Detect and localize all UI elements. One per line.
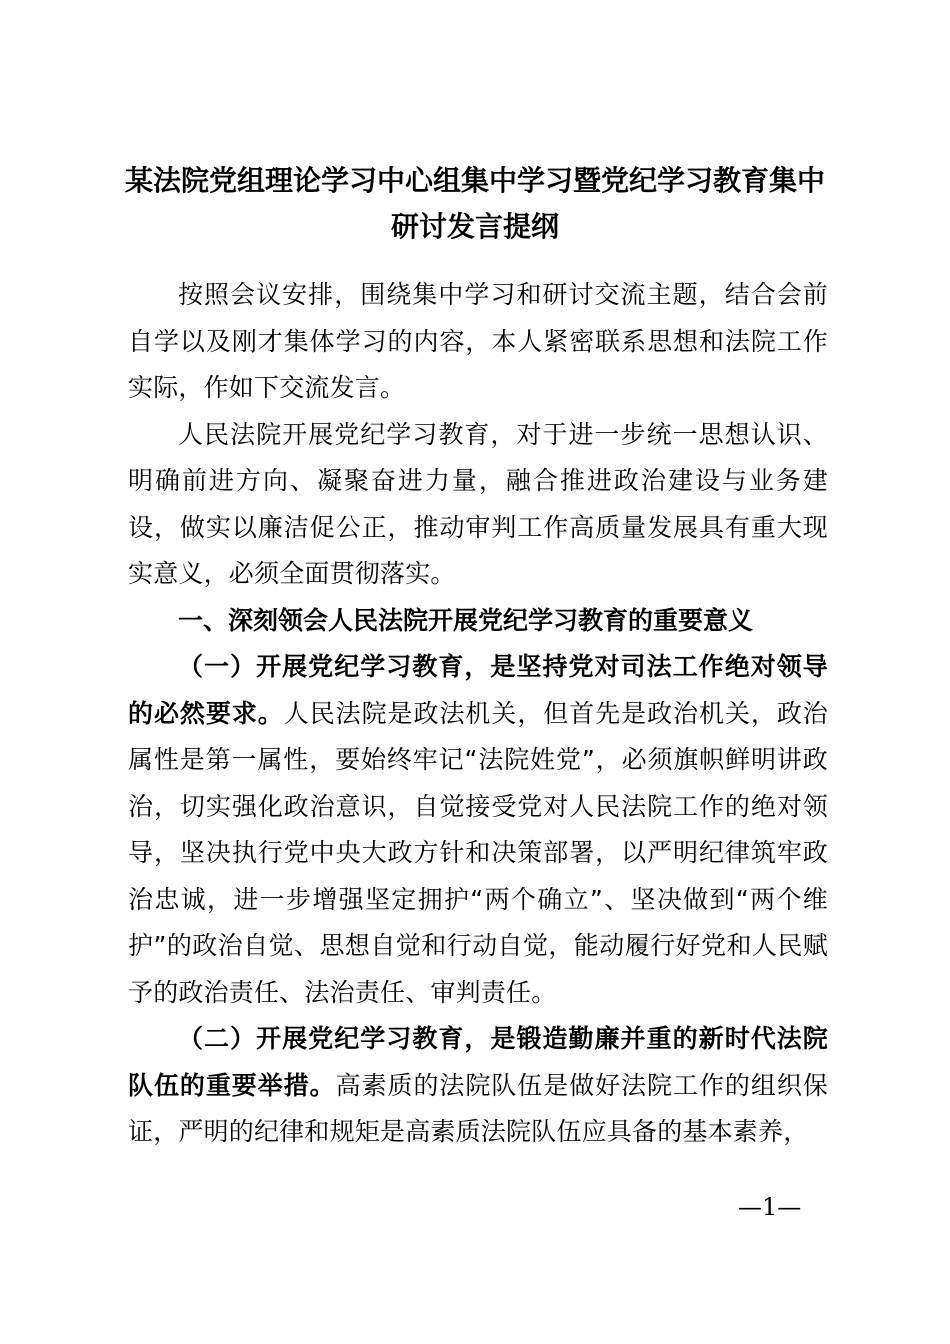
item-2-paragraph: [128, 1016, 828, 1156]
item-1-lead: （一）开展党纪学习教育，是坚持党对司法工作绝对领导的必然要求。: [128, 652, 828, 728]
document-body: [128, 272, 828, 1156]
item-1-text: 人民法院是政法机关，但首先是政治机关，政治属性是第一属性，要始终牢记“法院姓党”，必须旗帜鲜明讲政治，切实强化政治意识，自觉接受党对人民法院工作的绝对领导，坚决执行党中央大政方针和决策部署，以严明纪律筑牢政治忠诚，进一步增强坚定拥护“两个确立”、坚决做到“两个维护”的政治自觉、思想自觉和行动自觉，能动履行好党和人民赋予的政治责任、法治责任、审判责任。: [128, 698, 829, 1007]
intro-paragraph: 按照会议安排，围绕集中学习和研讨交流主题，结合会前自学以及刚才集体学习的内容，本人紧密联系思想和法院工作实际，作如下交流发言。: [128, 280, 828, 402]
significance-paragraph: 人民法院开展党纪学习教育，对于进一步统一思想认识、明确前进方向、凝聚奋进力量，融合推进政治建设与业务建设，做实以廉洁促公正，推动审判工作高质量发展具有重大现实意义，必须全面贯彻落实。: [128, 419, 828, 588]
page-number: —1—: [738, 1193, 802, 1221]
document-title: 某法院党组理论学习中心组集中学习暨党纪学习教育集中研讨发言提纲: [124, 164, 825, 243]
item-2-lead: （二）开展党纪学习教育，是锻造勤廉并重的新时代法院队伍的重要举措。: [128, 1024, 828, 1100]
item-2-text: 高素质的法院队伍是做好法院工作的组织保证，严明的纪律和规矩是高素质法院队伍应具备的基本素养，: [128, 1070, 828, 1146]
item-1-paragraph: [128, 644, 828, 1016]
section-heading-1: 一、深刻领会人民法院开展党纪学习教育的重要意义: [178, 605, 754, 635]
